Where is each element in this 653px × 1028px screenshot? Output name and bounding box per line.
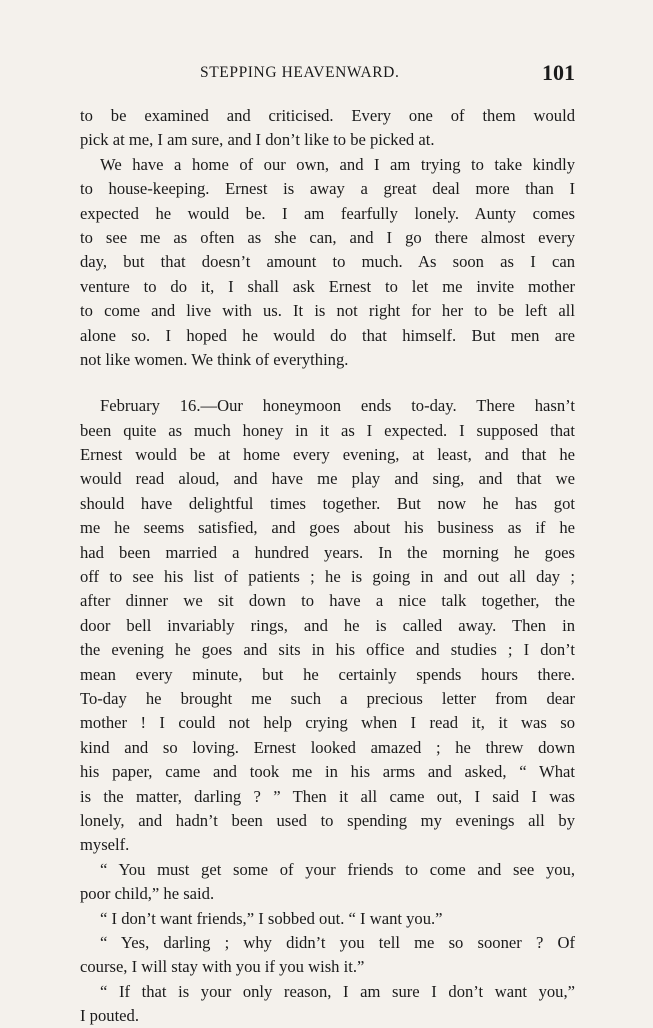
text-line: door bell invariably rings, and he is called away. Then in xyxy=(80,615,575,635)
text-line: “ I don’t want friends,” I sobbed out. “ I want you.” xyxy=(100,908,443,928)
text-line: To-day he brought me such a precious letter from dear xyxy=(80,688,575,708)
text-line: to house-keeping. Ernest is away a great deal more than I xyxy=(80,179,575,199)
text-line: had been married a hundred years. In the morning he goes xyxy=(80,542,575,562)
text-line: off to see his list of patients ; he is going in and out all day ; xyxy=(80,567,575,587)
text-line: to come and live with us. It is not right for her to be left all xyxy=(80,301,575,321)
text-line: after dinner we sit down to have a nice talk together, the xyxy=(80,591,575,611)
text-line: mother ! I could not help crying when I read it, it was so xyxy=(80,713,575,733)
running-title: STEPPING HEAVENWARD. xyxy=(200,64,400,81)
text-line: the evening he goes and sits in his office and studies ; I don’t xyxy=(80,640,575,660)
text-line: to be examined and criticised. Every one of them would xyxy=(80,106,575,125)
page-number: 101 xyxy=(542,60,575,85)
text-line: mean every minute, but he certainly spends hours there. xyxy=(80,664,575,684)
text-line: “ Yes, darling ; why didn’t you tell me so sooner ? Of xyxy=(100,932,575,952)
text-line: alone so. I hoped he would do that himself. But men are xyxy=(80,325,575,345)
text-line: kind and so loving. Ernest looked amazed ; he threw down xyxy=(80,737,575,757)
text-line: We have a home of our own, and I am trying to take kindly xyxy=(100,154,575,174)
page-header xyxy=(80,62,575,86)
text-line: pick at me, I am sure, and I don’t like to be picked at. xyxy=(80,130,435,150)
text-line: course, I will stay with you if you wish it.” xyxy=(80,957,365,977)
text-line: “ If that is your only reason, I am sure I don’t want you,” xyxy=(100,981,575,1001)
text-line: venture to do it, I shall ask Ernest to let me invite mother xyxy=(80,276,575,296)
text-line: Ernest would be at home every evening, at least, and that he xyxy=(80,445,575,465)
text-line: February 16.—Our honeymoon ends to-day. There hasn’t xyxy=(100,396,575,416)
body-text xyxy=(80,104,575,1028)
section-break xyxy=(80,372,575,394)
text-line: not like women. We think of everything. xyxy=(80,349,349,369)
text-line: me he seems satisfied, and goes about his business as if he xyxy=(80,518,575,538)
text-line: should have delightful times together. But now he has got xyxy=(80,493,575,513)
text-line: I pouted. xyxy=(80,1006,139,1026)
text-line: lonely, and hadn’t been used to spending my evenings all by xyxy=(80,810,575,830)
text-line: is the matter, darling ? ” Then it all came out, I said I was xyxy=(80,786,575,806)
text-line: day, but that doesn’t amount to much. As soon as I can xyxy=(80,252,575,272)
text-line: expected he would be. I am fearfully lonely. Aunty comes xyxy=(80,203,575,223)
text-line: “ You must get some of your friends to come and see you, xyxy=(100,859,575,879)
text-line: to see me as often as she can, and I go there almost every xyxy=(80,227,575,247)
text-line: myself. xyxy=(80,835,130,855)
text-line: been quite as much honey in it as I expected. I supposed that xyxy=(80,420,575,440)
text-line: poor child,” he said. xyxy=(80,884,215,904)
text-line: his paper, came and took me in his arms and asked, “ What xyxy=(80,762,575,782)
text-line: would read aloud, and have me play and sing, and that we xyxy=(80,469,575,489)
